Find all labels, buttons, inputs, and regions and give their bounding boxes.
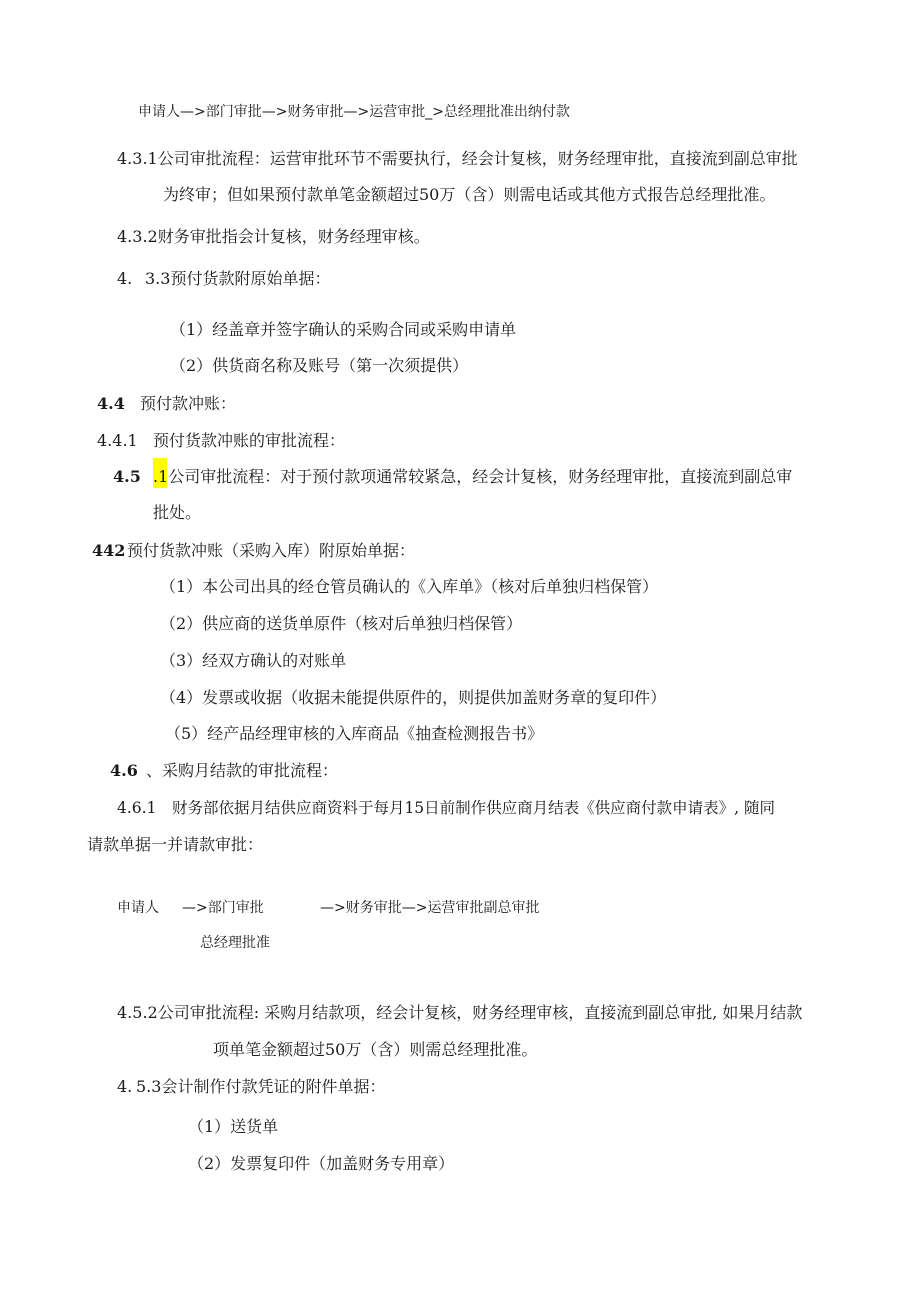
section-4-5-line1: .1公司审批流程：对于预付款项通常较紧急，经会计复核，财务经理审批，直接流到副总审 [153, 467, 793, 486]
section-4-4-number: 4.4 [97, 394, 125, 413]
section-4-3-2: 4.3.2财务审批指会计复核，财务经理审核。 [117, 227, 430, 246]
list-item: （2）供货商名称及账号（第一次须提供） [170, 356, 469, 375]
section-4-5-3-heading: 5.3会计制作付款凭证的附件单据： [136, 1077, 386, 1096]
approval-flow-1: 申请人—>部门审批—>财务审批—>运营审批_>总经理批准出纳付款 [138, 104, 570, 120]
section-4-4-2-number: 442 [92, 541, 126, 560]
list-item: （4）发票或收据（收据未能提供原件的，则提供加盖财务章的复印件） [160, 688, 667, 707]
section-4-4-1-number: 4.4.1 [97, 431, 138, 450]
list-item: （5）经产品经理审核的入库商品《抽查检测报告书》 [165, 724, 544, 743]
section-4-4-2-heading: 预付货款冲账（采购入库）附原始单据： [127, 541, 416, 560]
section-4-6-1-line1: 4.6.1 财务部依据月结供应商资料于每月15日前制作供应商月结表《供应商付款申请表》, 随同 [117, 799, 776, 817]
list-item: （1）送货单 [188, 1117, 279, 1136]
section-4-5-3-number: 4. [117, 1077, 133, 1096]
approval-flow-2-gm: 总经理批准 [200, 935, 270, 951]
section-4-4-1-heading: 预付货款冲账的审批流程： [153, 431, 346, 450]
list-item: （3）经双方确认的对账单 [160, 651, 347, 670]
approval-flow-2-dept: —>部门审批 [182, 900, 264, 916]
section-4-5-line2: 批处。 [153, 503, 202, 522]
section-4-5-number: 4.5 [113, 467, 141, 486]
section-4-6-heading: 、采购月结款的审批流程： [146, 761, 339, 780]
section-4-3-3-number: 4. [117, 269, 133, 288]
section-4-4-heading: 预付款冲账： [140, 394, 237, 413]
approval-flow-2-rest: —>财务审批—>运营审批副总审批 [320, 900, 540, 916]
section-4-3-3-heading: 3.3预付货款附原始单据： [145, 269, 331, 288]
list-item: （2）供应商的送货单原件（核对后单独归档保管） [160, 614, 523, 633]
section-4-6-1-line2: 请款单据一并请款审批： [87, 835, 264, 854]
section-4-5-2-line2: 项单笔金额超过50万（含）则需总经理批准。 [213, 1040, 538, 1059]
list-item: （1）经盖章并签字确认的采购合同或采购申请单 [170, 320, 517, 339]
section-4-3-1-line2: 为终审；但如果预付款单笔金额超过50万（含）则需电话或其他方式报告总经理批准。 [163, 185, 776, 204]
section-4-3-1-line1: 4.3.1公司审批流程：运营审批环节不需要执行，经会计复核，财务经理审批，直接流到副总审批 [117, 149, 798, 168]
approval-flow-2-applicant: 申请人 [117, 900, 159, 916]
list-item: （2）发票复印件（加盖财务专用章） [188, 1154, 455, 1173]
list-item: （1）本公司出具的经仓管员确认的《入库单》（核对后单独归档保管） [160, 577, 659, 596]
section-4-6-number: 4.6 [110, 761, 138, 780]
section-4-5-2-line1: 4.5.2公司审批流程: 采购月结款项，经会计复核，财务经理审核，直接流到副总审批, 如果月结款 [117, 1003, 803, 1022]
